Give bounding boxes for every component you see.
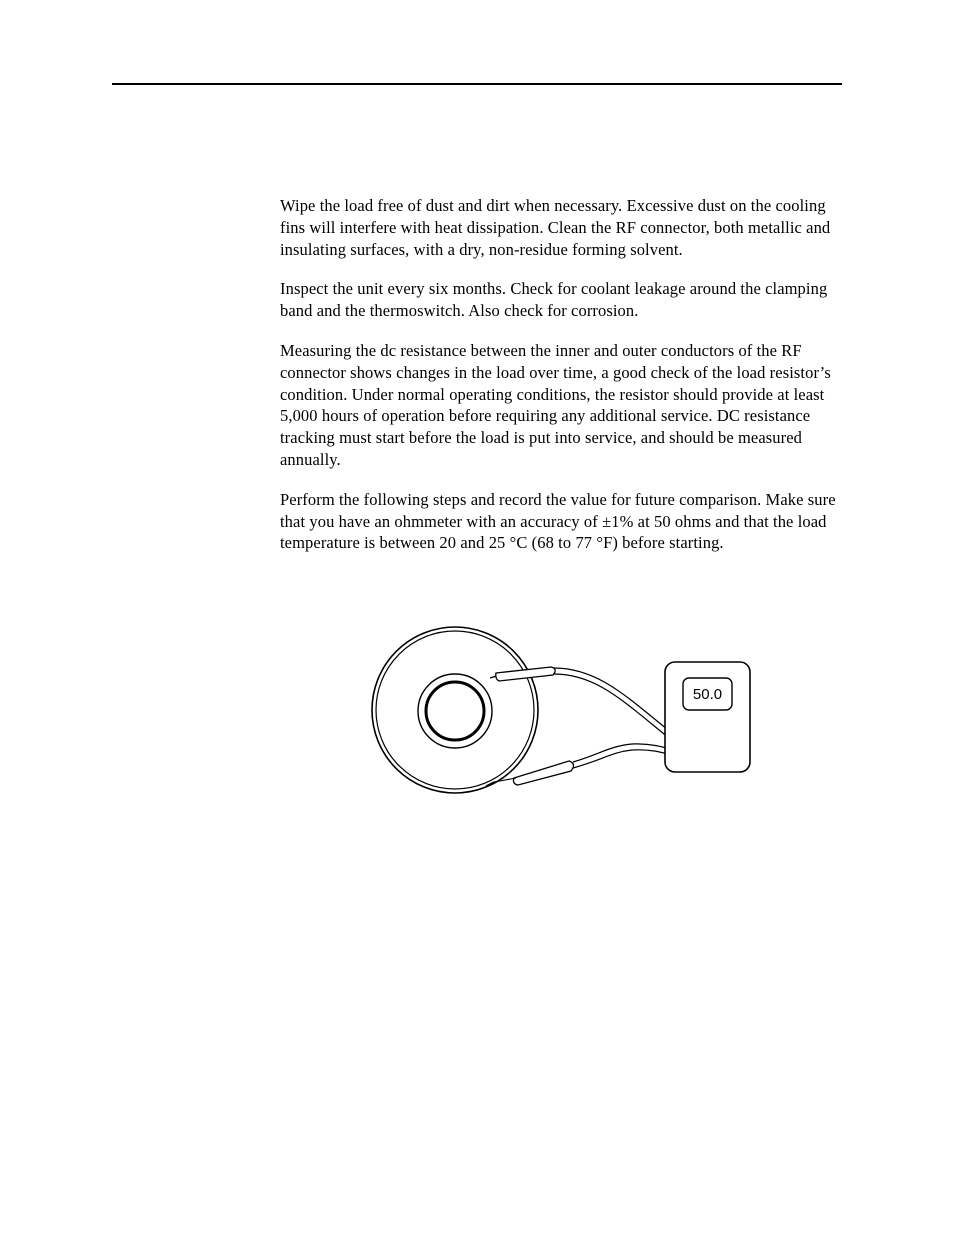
paragraph-cleaning: Wipe the load free of dust and dirt when necessary. Excessive dust on the cooling fins will interfere with heat dissipation. Clean the RF connector, both metallic and insulating surfaces, with a dry, non-residue forming solvent.: [280, 196, 831, 259]
ohmmeter-diagram: [366, 620, 758, 796]
rf-connector: [372, 627, 538, 793]
body-text: [280, 195, 842, 572]
paragraph-inspection: Inspect the unit every six months. Check for coolant leakage around the clamping band and the thermoswitch. Also check for corrosion.: [280, 279, 828, 321]
header-rule: [112, 83, 842, 85]
paragraph-procedure: Perform the following steps and record the value for future comparison. Make sure that you have an ohmmeter with an accuracy of ±1% at 50 ohms and that the load temperature is between 20 and 25 °C (68 to 77 °F) before starting.: [280, 489, 836, 553]
ohmmeter-reading: 50.0: [692, 686, 723, 703]
paragraph-dc-resistance: Measuring the dc resistance between the inner and outer conductors of the RF connector shows changes in the load over time, a good check of the load resistor’s condition. Under normal operating conditions, the resistor should provide at least 5,000 hours of operation before requiring any additional service. DC resistance tracking must start before the load is put into service, and should be measured annually.: [280, 340, 831, 469]
connector-center-conductor: [426, 682, 484, 740]
ohmmeter: [665, 662, 750, 772]
